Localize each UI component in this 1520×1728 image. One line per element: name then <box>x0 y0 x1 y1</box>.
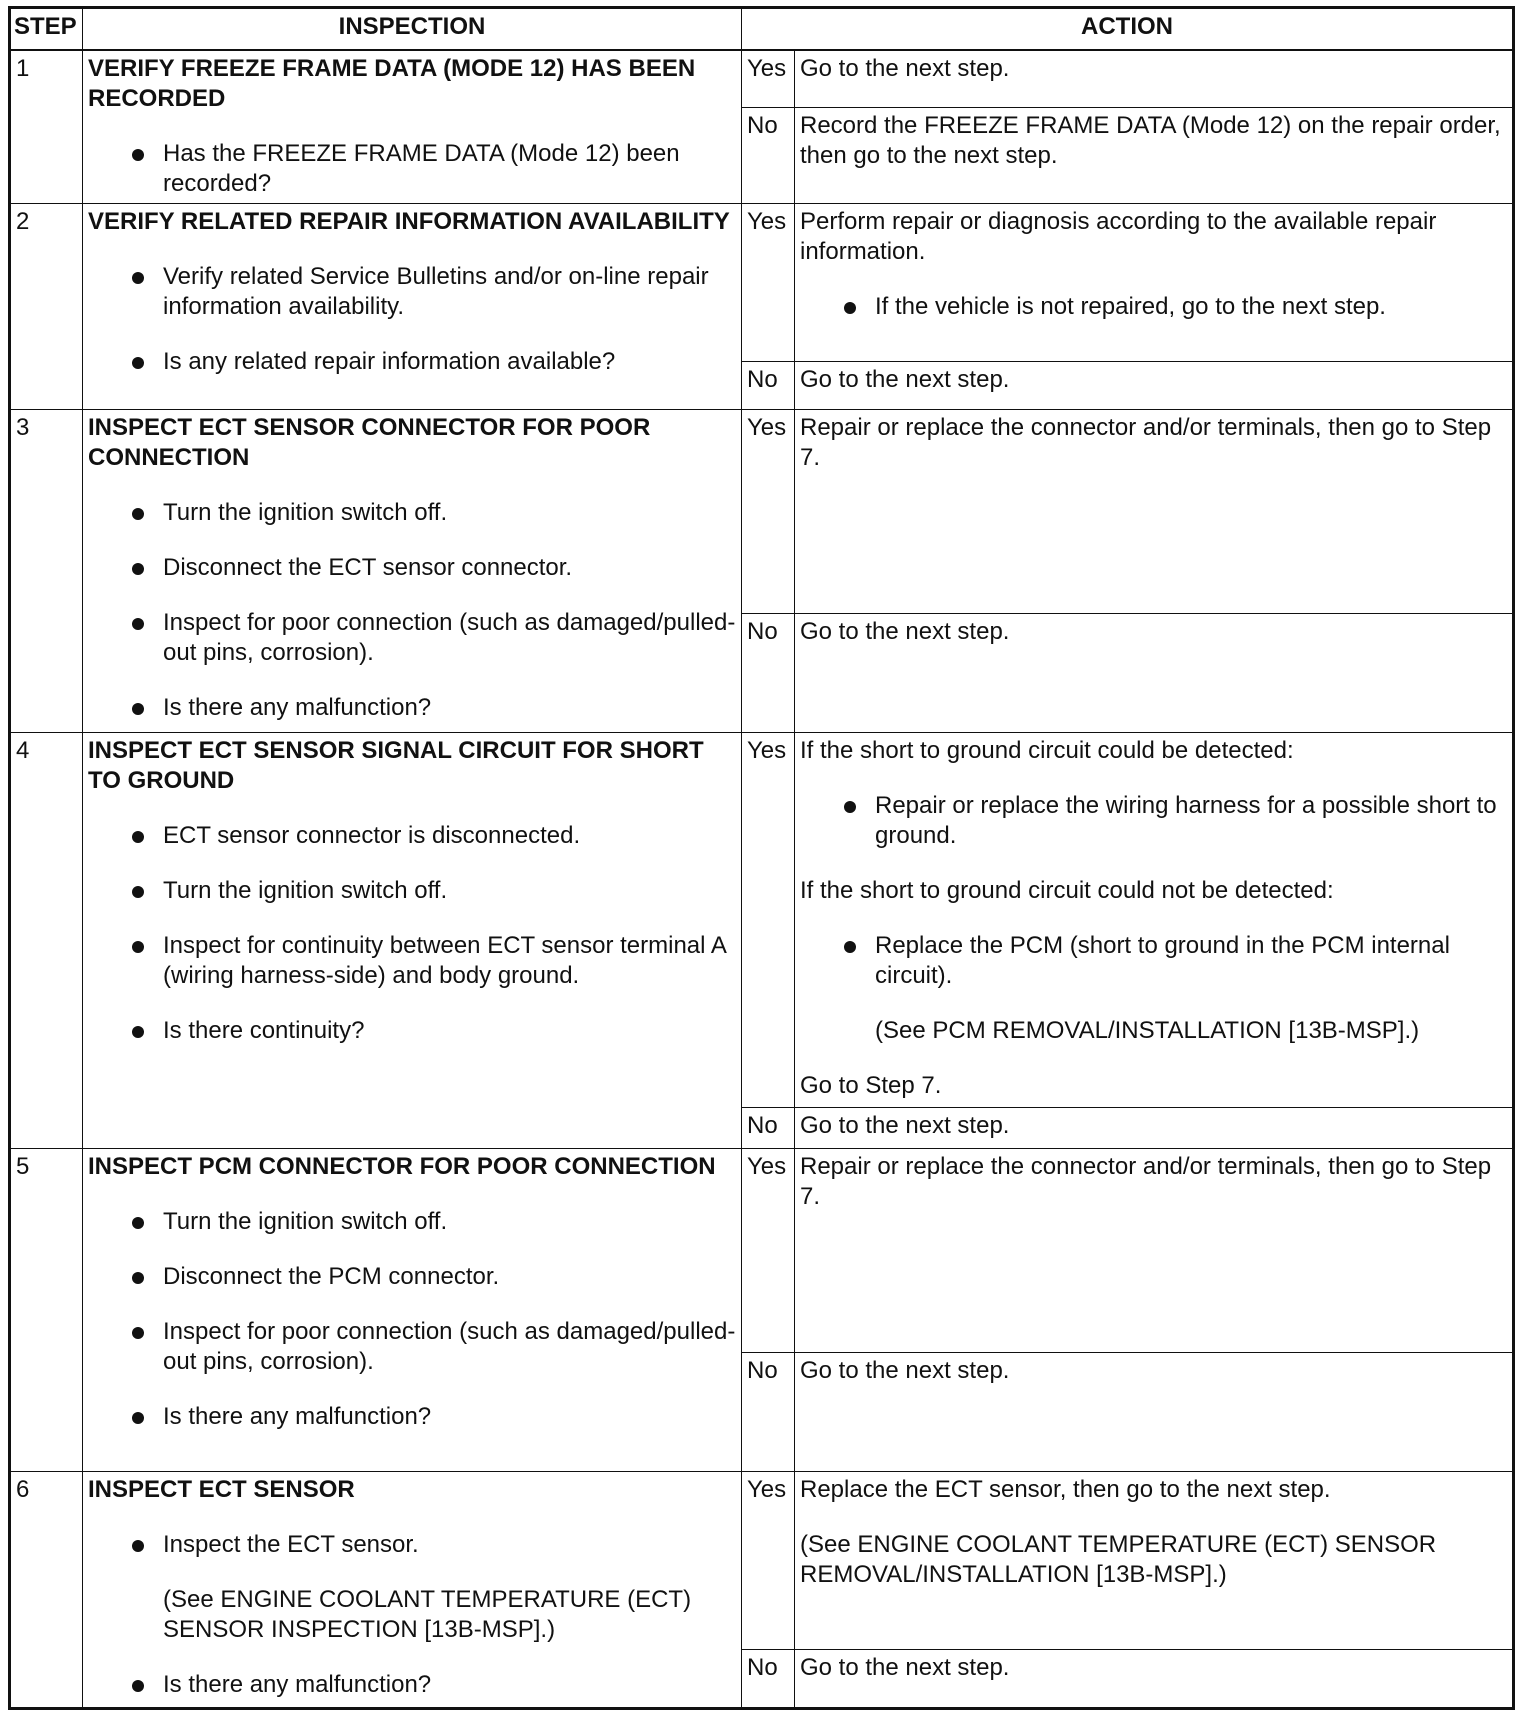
step-number: 5 <box>10 1149 83 1472</box>
step-inspection <box>83 50 742 204</box>
bullet-item: Is there any malfunction? <box>88 1402 736 1432</box>
no-label: No <box>742 1353 795 1472</box>
step-title: INSPECT PCM CONNECTOR FOR POOR CONNECTION <box>88 1153 716 1180</box>
action-text: Perform repair or diagnosis according to the available repair information. <box>800 208 1437 265</box>
action-text: If the short to ground circuit could be detected: <box>800 737 1294 764</box>
no-label: No <box>742 1650 795 1709</box>
action-bullets <box>800 292 1507 322</box>
yes-action <box>795 50 1514 107</box>
step-4-yes-row <box>10 733 1514 1108</box>
inspection-bullets <box>88 821 736 1046</box>
no-label: No <box>742 1108 795 1149</box>
yes-label: Yes <box>742 410 795 614</box>
yes-action <box>795 733 1514 1108</box>
step-title: VERIFY RELATED REPAIR INFORMATION AVAILABILITY <box>88 208 730 235</box>
action-reference-note: (See PCM REMOVAL/INSTALLATION [13B-MSP].) <box>875 1017 1420 1044</box>
yes-action <box>795 1149 1514 1353</box>
no-label: No <box>742 362 795 410</box>
diagnostic-table <box>8 6 1515 1710</box>
action-text: Go to Step 7. <box>800 1072 942 1099</box>
step-2-yes-row <box>10 204 1514 362</box>
no-label: No <box>742 107 795 203</box>
bullet-item: If the vehicle is not repaired, go to the next step. <box>800 292 1507 322</box>
action-text: Record the FREEZE FRAME DATA (Mode 12) on the repair order, then go to the next step. <box>800 111 1501 169</box>
bullet-item: Inspect for poor connection (such as damaged/pulled-out pins, corrosion). <box>88 608 736 668</box>
header-step: STEP <box>10 8 83 51</box>
yes-action <box>795 410 1514 614</box>
action-text: Go to the next step. <box>800 1112 1010 1139</box>
no-label: No <box>742 614 795 733</box>
bullet-item: Verify related Service Bulletins and/or on-line repair information availability. <box>88 262 736 322</box>
action-text: Go to the next step. <box>800 1357 1010 1384</box>
bullet-item: Turn the ignition switch off. <box>88 498 736 528</box>
action-text: Go to the next step. <box>800 618 1010 645</box>
step-6-yes-row <box>10 1472 1514 1650</box>
step-number: 3 <box>10 410 83 733</box>
yes-action <box>795 204 1514 362</box>
action-text: Go to the next step. <box>800 55 1010 82</box>
step-3-yes-row <box>10 410 1514 614</box>
action-text: Go to the next step. <box>800 366 1010 393</box>
bullet-item: ECT sensor connector is disconnected. <box>88 821 736 851</box>
bullet-item: Is any related repair information available? <box>88 347 736 377</box>
step-title: INSPECT ECT SENSOR <box>88 1476 355 1503</box>
step-title: INSPECT ECT SENSOR CONNECTOR FOR POOR CONNECTION <box>88 414 651 471</box>
header-action: ACTION <box>742 8 1514 51</box>
step-inspection <box>83 1472 742 1709</box>
bullet-item: Turn the ignition switch off. <box>88 876 736 906</box>
bullet-item: Is there any malfunction? <box>88 693 736 723</box>
step-inspection <box>83 1149 742 1472</box>
yes-label: Yes <box>742 1149 795 1353</box>
step-title: INSPECT ECT SENSOR SIGNAL CIRCUIT FOR SHORT TO GROUND <box>88 737 704 794</box>
inspection-bullets <box>88 1207 736 1432</box>
action-text: Replace the ECT sensor, then go to the next step. <box>800 1476 1331 1503</box>
bullet-item: Replace the PCM (short to ground in the PCM internal circuit). <box>800 931 1507 991</box>
step-5-yes-row <box>10 1149 1514 1353</box>
no-action <box>795 614 1514 733</box>
inspection-bullets <box>88 1530 736 1560</box>
bullet-item: Inspect for continuity between ECT sensor terminal A (wiring harness-side) and body ground. <box>88 931 736 991</box>
bullet-item: Disconnect the ECT sensor connector. <box>88 553 736 583</box>
action-bullets <box>800 791 1507 851</box>
step-number: 6 <box>10 1472 83 1709</box>
bullet-item: Inspect the ECT sensor. <box>88 1530 736 1560</box>
diagnostic-procedure-page <box>8 6 1512 1710</box>
action-text: Repair or replace the connector and/or terminals, then go to Step 7. <box>800 414 1492 471</box>
yes-label: Yes <box>742 733 795 1108</box>
bullet-item: Turn the ignition switch off. <box>88 1207 736 1237</box>
step-title: VERIFY FREEZE FRAME DATA (MODE 12) HAS BEEN RECORDED <box>88 55 696 112</box>
yes-action <box>795 1472 1514 1650</box>
no-action <box>795 107 1514 203</box>
yes-label: Yes <box>742 204 795 362</box>
step-number: 1 <box>10 50 83 204</box>
no-action <box>795 362 1514 410</box>
bullet-item: Inspect for poor connection (such as damaged/pulled-out pins, corrosion). <box>88 1317 736 1377</box>
bullet-item: Is there any malfunction? <box>88 1670 736 1700</box>
bullet-item: Is there continuity? <box>88 1016 736 1046</box>
inspection-bullets <box>88 139 736 199</box>
inspection-bullets <box>88 1670 736 1700</box>
action-text: If the short to ground circuit could not be detected: <box>800 877 1334 904</box>
header-inspection: INSPECTION <box>83 8 742 51</box>
step-number: 4 <box>10 733 83 1149</box>
action-reference-note: (See ENGINE COOLANT TEMPERATURE (ECT) SENSOR REMOVAL/INSTALLATION [13B-MSP].) <box>800 1531 1437 1588</box>
bullet-item: Disconnect the PCM connector. <box>88 1262 736 1292</box>
action-text: Go to the next step. <box>800 1654 1010 1681</box>
action-bullets <box>800 931 1507 991</box>
header-row <box>10 8 1514 51</box>
inspection-bullets <box>88 262 736 377</box>
step-1-yes-row <box>10 50 1514 107</box>
action-text: Repair or replace the connector and/or terminals, then go to Step 7. <box>800 1153 1492 1210</box>
step-inspection <box>83 204 742 410</box>
step-number: 2 <box>10 204 83 410</box>
no-action <box>795 1650 1514 1709</box>
bullet-item: Has the FREEZE FRAME DATA (Mode 12) been recorded? <box>88 139 736 199</box>
inspection-bullets <box>88 498 736 723</box>
step-inspection <box>83 733 742 1149</box>
no-action <box>795 1108 1514 1149</box>
step-inspection <box>83 410 742 733</box>
bullet-item: Repair or replace the wiring harness for a possible short to ground. <box>800 791 1507 851</box>
no-action <box>795 1353 1514 1472</box>
inspection-reference-note: (See ENGINE COOLANT TEMPERATURE (ECT) SENSOR INSPECTION [13B-MSP].) <box>163 1586 692 1643</box>
yes-label: Yes <box>742 50 795 107</box>
yes-label: Yes <box>742 1472 795 1650</box>
